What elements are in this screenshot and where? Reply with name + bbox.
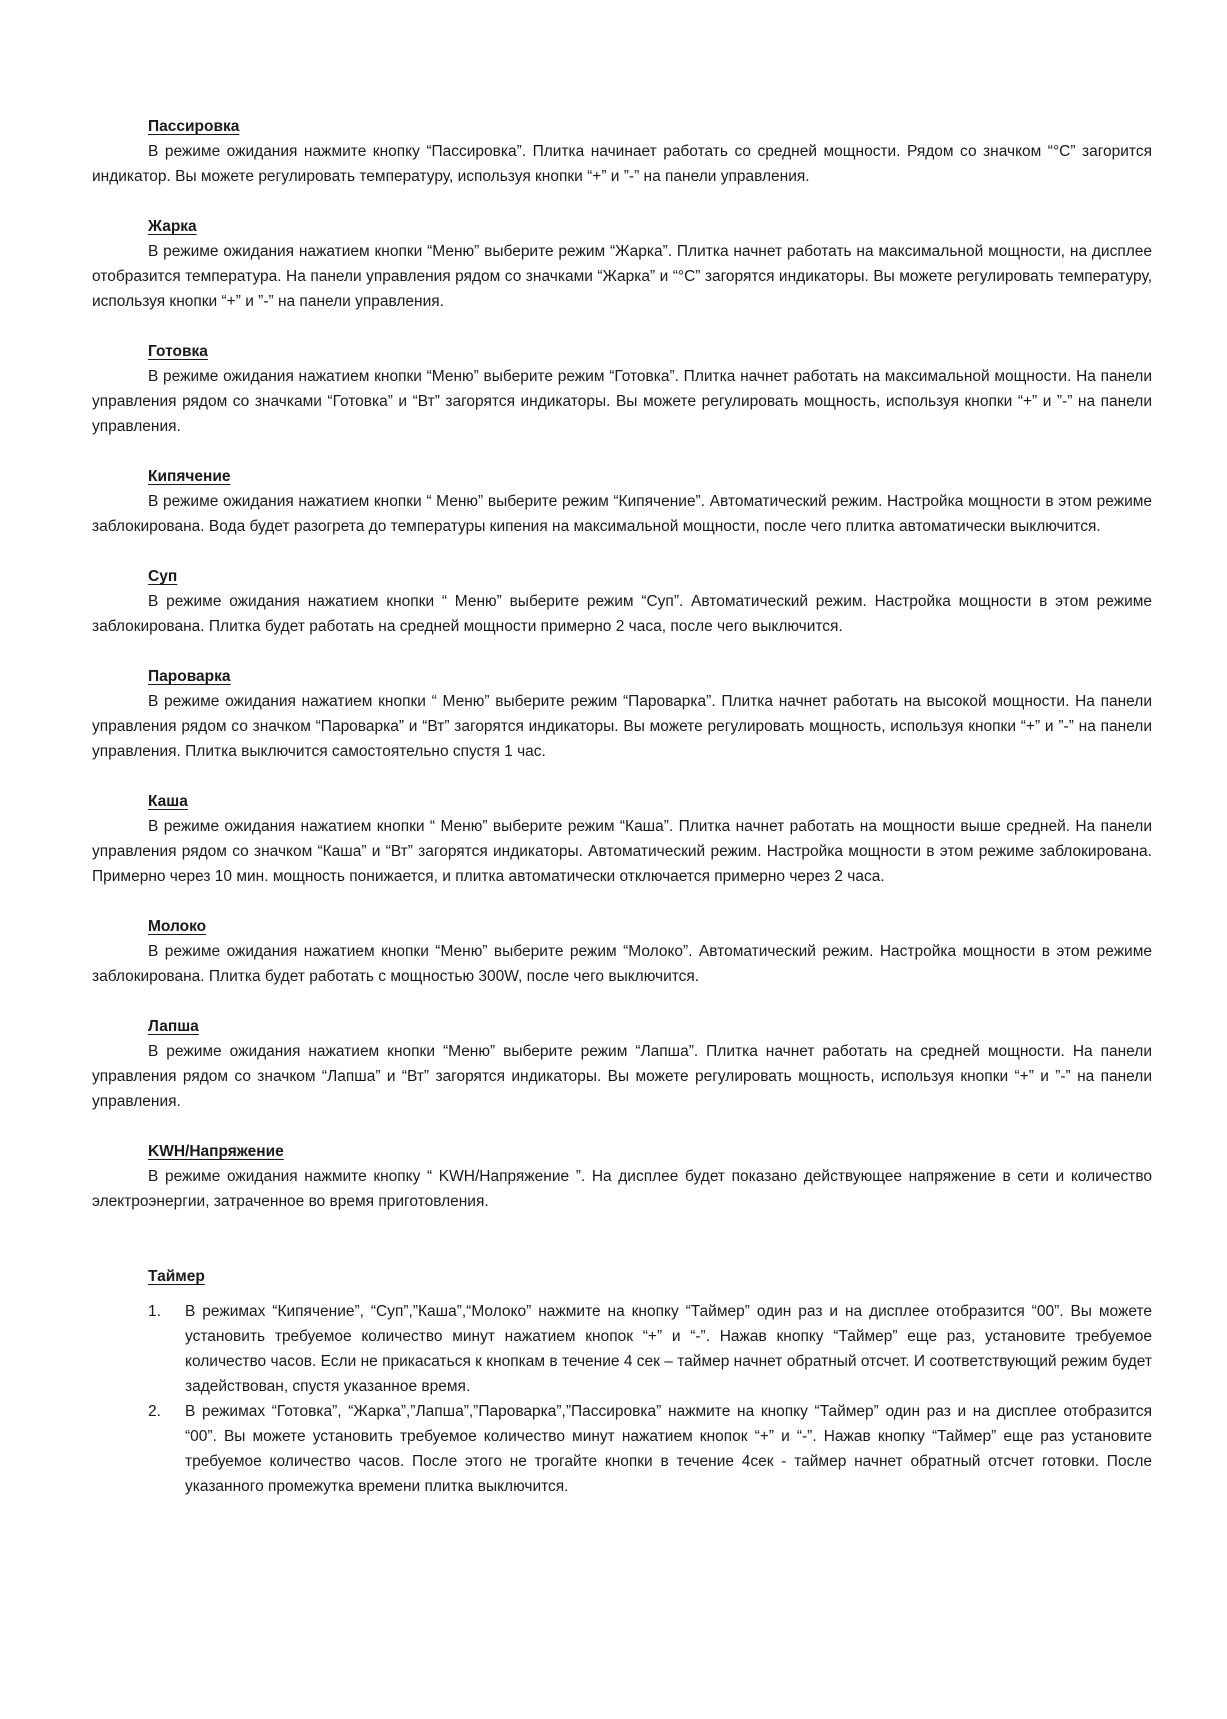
list-item-text: В режимах “Кипячение”, “Суп”,”Каша”,“Молоко” нажмите на кнопку “Таймер” один раз и на дисплее отобразится “00”. Вы можете установить требуемое количество минут нажатием кнопок “+” и “-”. Нажав кнопку “Таймер” еще раз, установите требуемое количество часов. Если не прикасаться к кнопкам в течение 4 сек – таймер начнет обратный отсчет. И соответствующий режим будет задействован, спустя указанное время. xyxy=(185,1303,1152,1395)
timer-heading: Таймер xyxy=(148,1268,205,1285)
section-kasha xyxy=(92,789,1152,889)
section-passirovka xyxy=(92,114,1152,189)
section-kipyachenie xyxy=(92,464,1152,539)
section-moloko xyxy=(92,914,1152,989)
section-text: В режиме ожидания нажмите кнопку “ KWH/Напряжение ”. На дисплее будет показано действующее напряжение в сети и количество электроэнергии, затраченное во время приготовления. xyxy=(92,1168,1152,1210)
list-item xyxy=(92,1399,1152,1499)
list-item-number: 1. xyxy=(148,1303,161,1320)
section-heading: Жарка xyxy=(148,218,197,235)
section-text: В режиме ожидания нажатием кнопки “Меню” выберите режим “Готовка”. Плитка начнет работать на максимальной мощности. На панели управления рядом со значками “Готовка” и “Вт” загорятся индикаторы. Вы можете регулировать мощность, используя кнопки “+” и ”-” на панели управления. xyxy=(92,368,1152,435)
section-heading: Готовка xyxy=(148,343,208,360)
section-text: В режиме ожидания нажатием кнопки “ Меню” выберите режим “Суп”. Автоматический режим. Настройка мощности в этом режиме заблокирована. Плитка будет работать на средней мощности примерно 2 часа, после чего выключится. xyxy=(92,593,1152,635)
section-text: В режиме ожидания нажатием кнопки “ Меню” выберите режим “Кипячение”. Автоматический режим. Настройка мощности в этом режиме заблокирована. Вода будет разогрета до температуры кипения на максимальной мощности, после чего плитка автоматически выключится. xyxy=(92,493,1152,535)
list-item xyxy=(92,1299,1152,1399)
section-heading: Пассировка xyxy=(148,118,240,135)
section-text: В режиме ожидания нажатием кнопки “ Меню” выберите режим “Пароварка”. Плитка начнет работать на высокой мощности. На панели управления рядом со значком “Пароварка” и “Вт” загорятся индикаторы. Вы можете регулировать мощность, используя кнопки “+” и ”-” на панели управления. Плитка выключится самостоятельно спустя 1 час. xyxy=(92,693,1152,760)
section-sup xyxy=(92,564,1152,639)
list-item-text: В режимах “Готовка”, “Жарка”,”Лапша”,”Пароварка”,”Пассировка” нажмите на кнопку “Таймер” один раз и на дисплее отобразится “00”. Вы можете установить требуемое количество минут нажатием кнопок “+” и “-”. Нажав кнопку “Таймер” еще раз установите требуемое количество часов. После этого не трогайте кнопки в течение 4сек - таймер начнет обратный отсчет готовки. После указанного промежутка времени плитка выключится. xyxy=(185,1403,1152,1495)
section-timer xyxy=(92,1264,1152,1499)
section-text: В режиме ожидания нажатием кнопки “Меню” выберите режим “Жарка”. Плитка начнет работать на максимальной мощности, на дисплее отобразится температура. На панели управления рядом со значками “Жарка” и “°C” загорятся индикаторы. Вы можете регулировать температуру, используя кнопки “+” и ”-” на панели управления. xyxy=(92,243,1152,310)
document-content xyxy=(92,114,1152,1499)
section-text: В режиме ожидания нажатием кнопки “ Меню” выберите режим “Каша”. Плитка начнет работать на мощности выше средней. На панели управления рядом со значком “Каша” и “Вт” загорятся индикаторы. Автоматический режим. Настройка мощности в этом режиме заблокирована. Примерно через 10 мин. мощность понижается, и плитка автоматически отключается примерно через 2 часа. xyxy=(92,818,1152,885)
section-heading: Пароварка xyxy=(148,668,231,685)
section-heading: Кипячение xyxy=(148,468,231,485)
section-kwh xyxy=(92,1139,1152,1214)
section-heading: Лапша xyxy=(148,1018,199,1035)
timer-list xyxy=(92,1299,1152,1499)
section-heading: Каша xyxy=(148,793,188,810)
section-text: В режиме ожидания нажатием кнопки “Меню” выберите режим “Лапша”. Плитка начнет работать на средней мощности. На панели управления рядом со значком “Лапша” и “Вт” загорятся индикаторы. Вы можете регулировать мощность, используя кнопки “+” и ”-” на панели управления. xyxy=(92,1043,1152,1110)
section-text: В режиме ожидания нажмите кнопку “Пассировка”. Плитка начинает работать со средней мощности. Рядом со значком “°C” загорится индикатор. Вы можете регулировать температуру, используя кнопки “+” и ”-” на панели управления. xyxy=(92,143,1152,185)
section-lapsha xyxy=(92,1014,1152,1114)
section-text: В режиме ожидания нажатием кнопки “Меню” выберите режим “Молоко”. Автоматический режим. Настройка мощности в этом режиме заблокирована. Плитка будет работать с мощностью 300W, после чего выключится. xyxy=(92,943,1152,985)
section-heading: Суп xyxy=(148,568,178,585)
list-item-number: 2. xyxy=(148,1403,161,1420)
section-parovarka xyxy=(92,664,1152,764)
section-heading: KWH/Напряжение xyxy=(148,1143,284,1160)
section-heading: Молоко xyxy=(148,918,207,935)
section-gotovka xyxy=(92,339,1152,439)
section-zharka xyxy=(92,214,1152,314)
